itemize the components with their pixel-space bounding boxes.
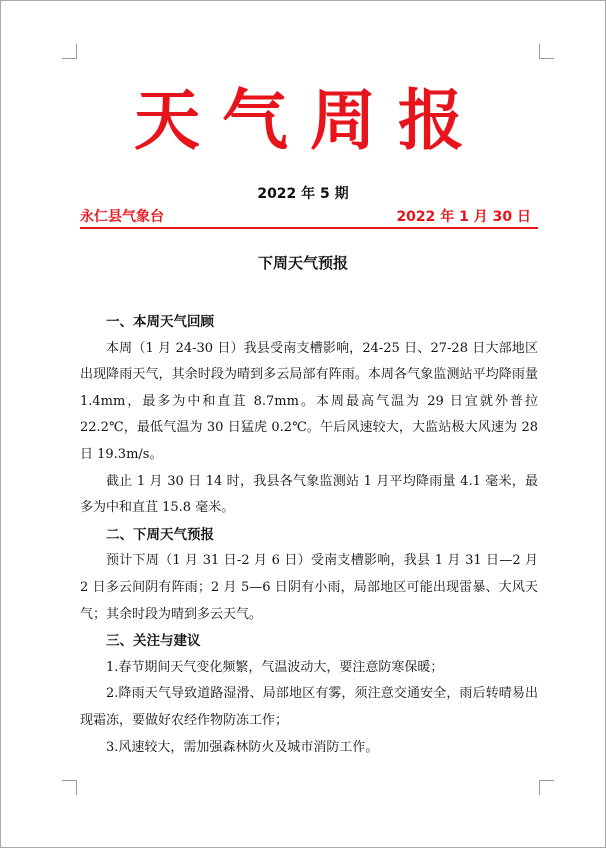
masthead-title: 天气周报 [134,81,486,159]
list-item: 2.降雨天气导致道路湿滑、局部地区有雾，须注意交通安全，雨后转晴易出现霜冻，要做好农经作物防冻工作； [80,686,538,728]
section-heading-advice: 三、关注与建议 [106,633,201,650]
page-subtitle: 下周天气预报 [257,254,348,272]
list-item: 1.春节期间天气变化频繁，气温波动大，要注意防寒保暖； [106,659,444,675]
paragraph: 本周（1 月 24-30 日）我县受南支槽影响，24-25 日、27-28 日大部地区出现降雨天气，其余时段为晴到多云局部有阵雨。本周各气象监测站平均降雨量 1.4mm，最多为中和直苴 8.7mm。本周最高气温为 29 日宜就外普拉 22.2℃，最低气温为 30 日猛虎 0.2℃。午后风速较大，大监站极大风速为 28 日 19.3m/s。 [80,340,538,462]
crop-mark-top-left [62,44,77,59]
paragraph: 截止 1 月 30 日 14 时，我县各气象监测站 1 月平均降雨量 4.1 毫米，最多为中和直苴 15.8 毫米。 [80,473,538,516]
list-item: 3.风速较大，需加强森林防火及城市消防工作。 [106,739,379,755]
section-heading-forecast: 二、下周天气预报 [106,526,214,543]
crop-mark-bottom-left [62,780,77,795]
crop-mark-top-right [539,44,554,59]
article-body [80,309,538,761]
paragraph: 预计下周（1 月 31 日-2 月 6 日）受南支槽影响，我县 1 月 31 日—2 月 2 日多云间阴有阵雨；2 月 5—6 日阴有小雨，局部地区可能出现雷暴、大风天气；其余时段为晴到多云天气。 [80,553,538,622]
publish-date: 2022 年 1 月 30 日 [396,209,531,225]
agency-name: 永仁县气象台 [80,209,164,225]
byline [80,207,535,227]
issue-number: 2022 年 5 期 [257,186,349,202]
red-divider [80,227,538,229]
crop-mark-bottom-right [539,780,554,795]
section-heading-review: 一、本周天气回顾 [106,314,214,330]
